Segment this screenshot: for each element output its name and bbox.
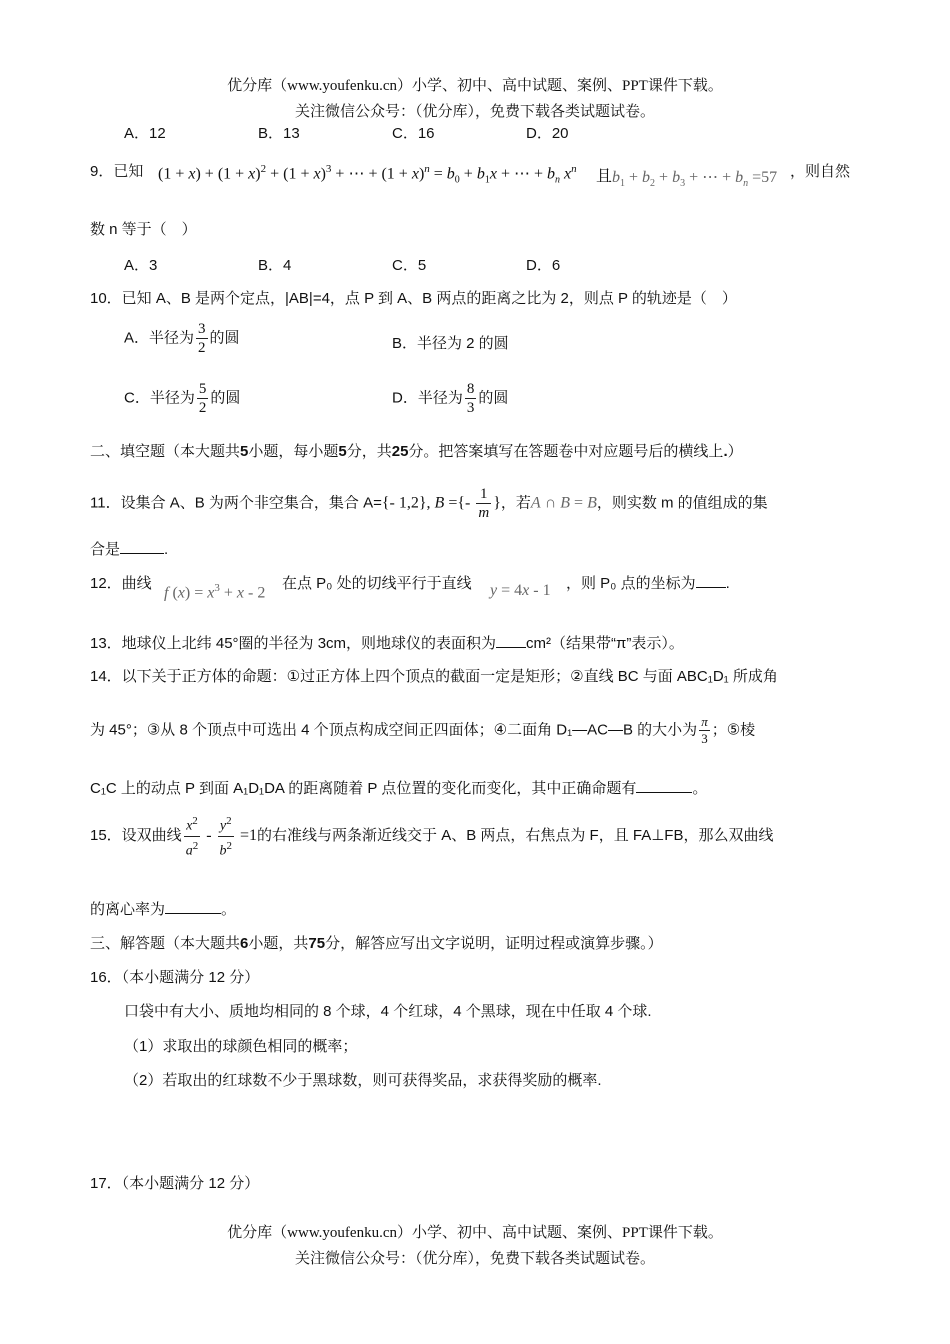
fraction-denominator: 3: [701, 731, 708, 746]
q10-option-a: [124, 320, 240, 357]
q12-middle: 在点 P₀ 处的切线平行于直线: [282, 575, 472, 592]
section-2-text: 分。把答案填写在答题卷中对应题号后的横线上: [408, 443, 724, 460]
footer-line-1: 优分库（www.youfenku.cn）小学、初中、高中试题、案例、PPT课件下载。: [227, 1225, 723, 1241]
q10-option-a-fraction: [196, 320, 208, 357]
q12-prefix: 12．曲线: [90, 575, 152, 592]
q11-condition: A ∩ B = B: [530, 494, 597, 512]
fraction-numerator: π: [701, 714, 708, 729]
q10-option-b: B．半径为 2 的圆: [392, 335, 509, 352]
q9-formula: $(1 + x) + (1 + x)^2 + (1 + x)^3$ + ⋯ + $(1 + x)^n = b_0 + b_1x$ + ⋯ + $b_n$ $x^n$: [158, 163, 577, 186]
q15-end: 。: [221, 901, 237, 918]
q9-prefix: 已知: [113, 163, 144, 180]
q8-option-c: C．16: [392, 125, 435, 142]
answer-blank[interactable]: [165, 899, 221, 914]
q15-line-2: [90, 898, 236, 919]
q15-line-1: 15．设双曲线 $\frac{x^2}{a^2}$ - $\frac{y^2}{b^2}$ =1的右准线与两条渐近线交于 A、B 两点，右焦点为 F，且 FA⊥FB，那么双曲线: [90, 812, 773, 860]
q17-heading: 17．（本小题满分 12 分）: [90, 1175, 260, 1192]
section-3-text: 分，解答应写出文字说明，证明过程或演算步骤。）: [325, 935, 663, 952]
section-2-period: .: [723, 443, 728, 460]
q14-line-2-suffix: ；⑤棱: [711, 721, 756, 739]
q10-option-d-fraction: [465, 380, 477, 417]
q13-unit: cm²（结果带“π”表示）。: [526, 635, 684, 652]
q9-number: 9．: [90, 163, 114, 180]
section-2-heading: [90, 440, 743, 461]
q14-line-2: [90, 714, 755, 747]
q10-stem: 10．已知 A、B 是两个定点，|AB|=4，点 P 到 A、B 两点的距离之比为 2，则点 P 的轨迹是（ ）: [90, 290, 737, 307]
section-2-text: 二、填空题（本大题共: [90, 443, 241, 460]
q9-option-d: D．6: [526, 257, 561, 274]
q10-option-c-prefix: C．半径为: [124, 389, 195, 407]
q11-line-1: 11．设集合 A、B 为两个非空集合，集合 A={- 1,2}, B ={- $\frac{1}{m}$ }，若A ∩ B = B，则实数 m 的值组成的集: [90, 486, 768, 521]
q11-middle: ，若: [500, 494, 531, 512]
q14-line-3: [90, 777, 707, 798]
q14-line-2-prefix: 为 45°；③从 8 个顶点中可选出 4 个顶点构成空间正四面体；④二面角 D₁—AC—B 的大小为: [90, 721, 698, 739]
section-3-heading: [90, 932, 663, 953]
q11-line-2: [90, 538, 168, 559]
q16-body: 口袋中有大小、质地均相同的 8 个球，4 个红球，4 个黑球，现在中任取 4 个球.: [124, 1003, 652, 1020]
q16-part-2: （2）若取出的红球数不少于黑球数，则可获得奖品，求获得奖励的概率.: [124, 1072, 602, 1089]
q9-conjunction: 且: [596, 168, 613, 185]
fraction-denominator: 2: [198, 340, 206, 356]
q10-option-c: [124, 380, 240, 417]
q10-option-d-suffix: 的圆: [478, 389, 509, 407]
fraction-numerator: 3: [198, 321, 206, 337]
q11-line-2-text: 合是: [90, 541, 121, 558]
section-3-text: 小题，共: [248, 935, 309, 952]
q16-part-1: （1）求取出的球颜色相同的概率；: [124, 1038, 358, 1055]
q15-line-2-text: 的离心率为: [90, 901, 166, 918]
q15-x-fraction: $\frac{x^2}{a^2}$: [184, 812, 201, 860]
q10-option-c-fraction: [197, 380, 209, 417]
section-2-count: 5: [240, 443, 249, 460]
section-2-text: ）: [727, 443, 743, 460]
section-3-count: 6: [240, 935, 249, 952]
fraction-numerator: 5: [198, 381, 207, 397]
q15-y-fraction: $\frac{y^2}{b^2}$: [218, 812, 235, 860]
q9-tail: ，则自然: [790, 163, 851, 180]
footer-line-2: 关注微信公众号：（优分库），免费下载各类试题试卷。: [294, 1251, 655, 1267]
section-2-text: 小题，每小题: [248, 443, 339, 460]
q9-stem: [90, 160, 143, 181]
q12-stem: [90, 572, 152, 593]
q10-option-d: [392, 380, 508, 417]
q10-option-a-suffix: 的圆: [209, 329, 240, 347]
q11-set-a: {- 1,2}, B ={-: [381, 494, 475, 512]
answer-blank[interactable]: [496, 633, 526, 648]
q8-option-d: D．20: [526, 125, 569, 142]
fraction-numerator: 8: [466, 381, 475, 397]
q16-heading: 16．（本小题满分 12 分）: [90, 969, 260, 986]
q13-stem: [90, 632, 684, 653]
section-2-points-total: 25: [391, 443, 409, 460]
q14-pi-fraction: [699, 714, 710, 747]
header-line-1: 优分库（www.youfenku.cn）小学、初中、高中试题、案例、PPT课件下载。: [227, 78, 723, 94]
header-line-2: 关注微信公众号：（优分库），免费下载各类试题试卷。: [294, 104, 655, 120]
q12-end: .: [725, 575, 730, 592]
q15-suffix: 的右准线与两条渐近线交于 A、B 两点，右焦点为 F，且 FA⊥FB，那么双曲线: [257, 827, 774, 845]
q9-line-2: 数 n 等于（ ）: [90, 221, 197, 238]
q9-option-b: B．4: [258, 257, 292, 274]
q14-line-3-text: C₁C 上的动点 P 到面 A₁D₁DA 的距离随着 P 点位置的变化而变化，其中正确命题有: [90, 780, 637, 797]
q9-option-a: A．3: [124, 257, 158, 274]
q8-option-a: A．12: [124, 125, 166, 142]
q11-prefix: 11．设集合 A、B 为两个非空集合，集合 A=: [90, 494, 382, 512]
q10-option-c-suffix: 的圆: [210, 389, 241, 407]
q15-prefix: 15．设双曲线: [90, 827, 182, 845]
answer-blank[interactable]: [696, 573, 726, 588]
q11-end: .: [164, 541, 169, 558]
q8-option-b: B．13: [258, 125, 300, 142]
q11-fraction: $\frac{1}{m}$: [478, 486, 490, 521]
q14-line-1: 14．以下关于正方体的命题：①过正方体上四个顶点的截面一定是矩形；②直线 BC 与面 ABC₁D₁ 所成角: [90, 668, 778, 685]
section-3-text: 三、解答题（本大题共: [90, 935, 241, 952]
q14-end: 。: [692, 780, 708, 797]
q9-condition: $b_1 + b_2 + b_3$ + ⋯ + $b_n =57$: [612, 169, 778, 190]
q11-suffix: ，则实数 m 的值组成的集: [596, 494, 768, 512]
answer-blank[interactable]: [636, 778, 692, 793]
section-2-points-each: 5: [338, 443, 347, 460]
q12-curve: f $(x) = x^3 + x - 2$: [164, 582, 266, 602]
fraction-denominator: 3: [466, 400, 475, 416]
answer-blank[interactable]: [120, 539, 164, 554]
q12-tail: [566, 572, 730, 593]
section-3-points: 75: [308, 935, 326, 952]
q12-line: y = 4x - 1: [490, 582, 551, 599]
q10-option-a-prefix: A．半径为: [124, 329, 195, 347]
q13-text: 13．地球仪上北纬 45°圈的半径为 3cm，则地球仪的表面积为: [90, 635, 497, 652]
q10-option-d-prefix: D．半径为: [392, 389, 463, 407]
q12-suffix: ，则 P₀ 点的坐标为: [566, 575, 696, 592]
q9-option-c: C．5: [392, 257, 427, 274]
section-2-text: 分，共: [346, 443, 392, 460]
fraction-denominator: 2: [198, 400, 207, 416]
